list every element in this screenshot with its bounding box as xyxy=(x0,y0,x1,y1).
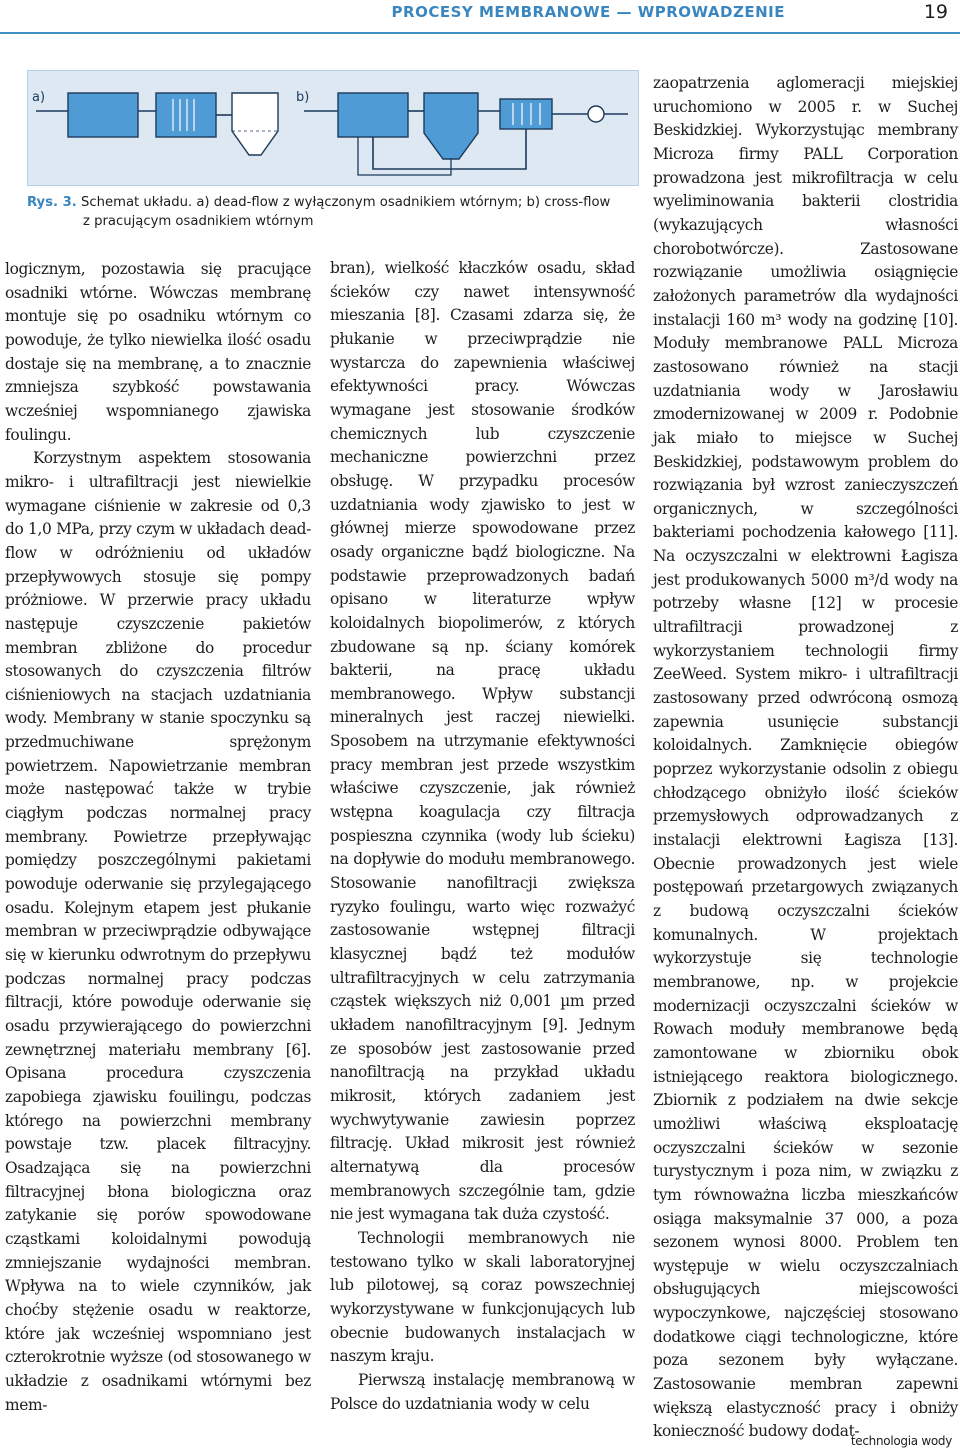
footer-label: technologia wody xyxy=(850,1434,952,1448)
text-column-2 xyxy=(330,257,635,1416)
pump-icon xyxy=(588,106,604,122)
paragraph: Technologii membranowych nie testowano tylko w skali laboratoryjnej lub pilotowej, są coraz powszechniej wykorzystywane w funkcjonujących lub obecnie budowanych instalacjach w naszym kraju. xyxy=(330,1228,635,1366)
paragraph: Korzystnym aspektem stosowania mikro- i ultrafiltracji jest niewielkie wymagane ciśnienie w zakresie od 0,3 do 1,0 MPa, przy czym w układach dead-flow w odróżnieniu od układów przepływowych stosuje się pompy próżniowe. W przerwie pracy układu następuje czyszczenie pakietów membran zbliżone do procedur stosowanych do czyszczenia filtrów ciśnieniowych na stacjach uzdatniania wody. Membrany w stanie spoczynku są przedmuchiwane sprężonym powietrzem. Napowietrzanie membran może następować także w trybie ciągłym podczas normalnej pracy membrany. Powietrze przepływając pomiędzy poszczególnymi pakietami powoduje oderwanie się przylegającego osadu. Kolejnym etapem jest płukanie membran w przeciwprądzie odbywające się w kierunku odwrotnym do przepływu podczas normalnej pracy podczas filtracji, które powoduje oderwanie się osadu przywierającego do powierzchni zewnętrznej materiału membrany [6]. Opisana procedura czyszczenia zapobiega zjawisku fouilingu, podczas którego na powierzchni membrany powstaje tzw. placek filtracyjny. Osadzająca się na powierzchni filtracyjnej błona biologiczna oraz zatykanie się porów spowodowane cząstkami koloidalnymi powodują zmniejszanie wydajności membran. Wpływa na to wiele czynników, jak choćby stężenie osadu w reaktorze, które jak wcześniej wspomniano jest czterokrotnie wyższe (od stosowanego w układzie z osadnikami wtórnymi bez mem- xyxy=(5,449,311,1414)
text-column-3 xyxy=(653,72,958,1444)
caption-text-line1: Schemat układu. a) dead-flow z wyłączonym osadnikiem wtórnym; b) cross-flow xyxy=(81,195,611,210)
membrane-module-b xyxy=(500,99,552,129)
tank-b1 xyxy=(338,93,408,137)
panel-a-diagram xyxy=(36,93,278,155)
tank-a2 xyxy=(156,93,216,137)
figure-schematic xyxy=(27,70,639,186)
paragraph: bran), wielkość kłaczków osadu, skład ścieków czy nawet intensywność mieszania [8]. Czasami zdarza się, że płukanie w przeciwprądzie nie wystarcza do zapewnienia właściwej efektywności pracy. Wówczas wymagane jest stosowanie środków chemicznych lub czyszczenie mechaniczne powierzchni przez obsługę. W przypadku procesów uzdatniania wody zjawisko to jest w głównej mierze spowodowane przez osady organiczne bądź biologiczne. Na podstawie przeprowadzonych badań opisano w literaturze wpływ koloidalnych biopolimerów, z których zbudowane są np. ściany komórek bakterii, na pracę układu membranowego. Wpływ substancji mineralnych jest raczej niewielki. Sposobem na utrzymanie efektywności pracy membran jest przede wszystkim właściwe czyszczenie, jak również wstępna koagulacja czy filtracja pospieszna czynnika (wody lub ścieku) na dopływie do modułu membranowego. Stosowanie nanofiltracji zwiększa ryzyko foulingu, warto więc rozważyć zastosowanie wstępnej filtracji klasycznej bądź też modułów ultrafiltracyjnych w celu zatrzymania cząstek większych niż 0,001 µm przed układem nanofiltracyjnym [9]. Jednym ze sposobów jest zastosowanie przed nanofiltracją na przykład układu mikrosit, których zadaniem jest wychwytywanie zawiesin poprzez filtrację. Układ mikrosit jest również alternatywą dla procesów membranowych szczególnie tam, gdzie nie jest wymagana tak duża czystość. xyxy=(330,259,635,1224)
page-number: 19 xyxy=(923,1,948,23)
tank-a1 xyxy=(68,93,138,137)
schematic-diagram xyxy=(28,71,638,185)
panel-b-diagram xyxy=(304,93,628,175)
caption-text-line2: z pracującym osadnikiem wtórnym xyxy=(83,214,314,229)
figure-label: Rys. 3. xyxy=(27,195,77,210)
figure-caption xyxy=(27,193,647,231)
secondary-clarifier-a xyxy=(232,93,278,155)
paragraph: logicznym, pozostawia się pracujące osadniki wtórne. Wówczas membranę montuje się po osadniku wtórnym co powoduje, że tylko niewielka ilość osadu dostaje się na membranę, a to znacznie zmniejsza szybkość powstawania wcześniej wspomnianego zjawiska foulingu. xyxy=(5,260,311,444)
running-title: PROCESY MEMBRANOWE — WPROWADZENIE xyxy=(391,3,785,21)
panel-b-label: b) xyxy=(296,90,310,105)
paragraph: zaopatrzenia aglomeracji miejskiej uruchomiono w 2005 r. w Suchej Beskidzkiej. Wykorzystując membrany Microza firmy PALL Corporation prowadzona jest mikrofiltracja w celu wyeliminowania bakterii clostridia (wykazujących własności chorobotwórcze). Zastosowane rozwiązanie umożliwia osiągnięcie założonych parametrów dla wydajności instalacji 160 m³ wody na godzinę [10]. Moduły membranowe PALL Microza zastosowano również na stacji uzdatniania wody w Jarosławiu zmodernizowanej w 2009 r. Podobnie jak miało to miejsce w Suchej Beskidzkiej, podstawowym problem do rozwiązania był wzrost zanieczyszczeń organicznych, w szczególności bakteriami pochodzenia kałowego [11]. Na oczyszczalni w elektrowni Łagisza jest produkowanych 5000 m³/d wody na potrzeby własne [12] w procesie ultrafiltracji prowadzonej z wykorzystaniem technologii firmy ZeeWeed. System mikro- i ultrafiltracji zastosowany przed odwróconą osmozą zapewnia usunięcie substancji koloidalnych. Zamknięcie obiegów poprzez wykorzystanie odsolin z obiegu chłodzącego obniżyło ilość ścieków przemysłowych odprowadzanych z instalacji elektrowni Łagisza [13]. Obecnie prowadzonych jest wiele postępowań przetargowych związanych z budową oczyszczalni ścieków komunalnych. W projektach wykorzystuje się technologie membranowe, np. w projekcie modernizacji oczyszczalni ścieków w Rowach moduły membranowe będą zamontowane w zbiorniku obok istniejącego reaktora biologicznego. Zbiornik z podziałem na dwie sekcje umożliwi właściwą eksploatację oczyszczalni ścieków w sezonie turystycznym i poza nim, w związku z tym równoważna liczba mieszkańców osiąga maksymalnie 37 000, a poza sezonem wynosi 8000. Problem ten występuje w wielu oczyszczalniach obsługujących miejscowości wypoczynkowe, najczęściej stosowano dodatkowe ciągi technologiczne, które poza sezonem były wyłączane. Zastosowanie membran zapewni większą elastyczność pracy i obniży konieczność budowy dodat- xyxy=(653,74,958,1441)
page-header xyxy=(0,0,960,34)
text-column-1 xyxy=(5,258,311,1417)
panel-a-label: a) xyxy=(32,90,46,105)
paragraph: Pierwszą instalację membranową w Polsce do uzdatniania wody w celu xyxy=(330,1370,635,1413)
secondary-clarifier-b xyxy=(424,93,478,159)
